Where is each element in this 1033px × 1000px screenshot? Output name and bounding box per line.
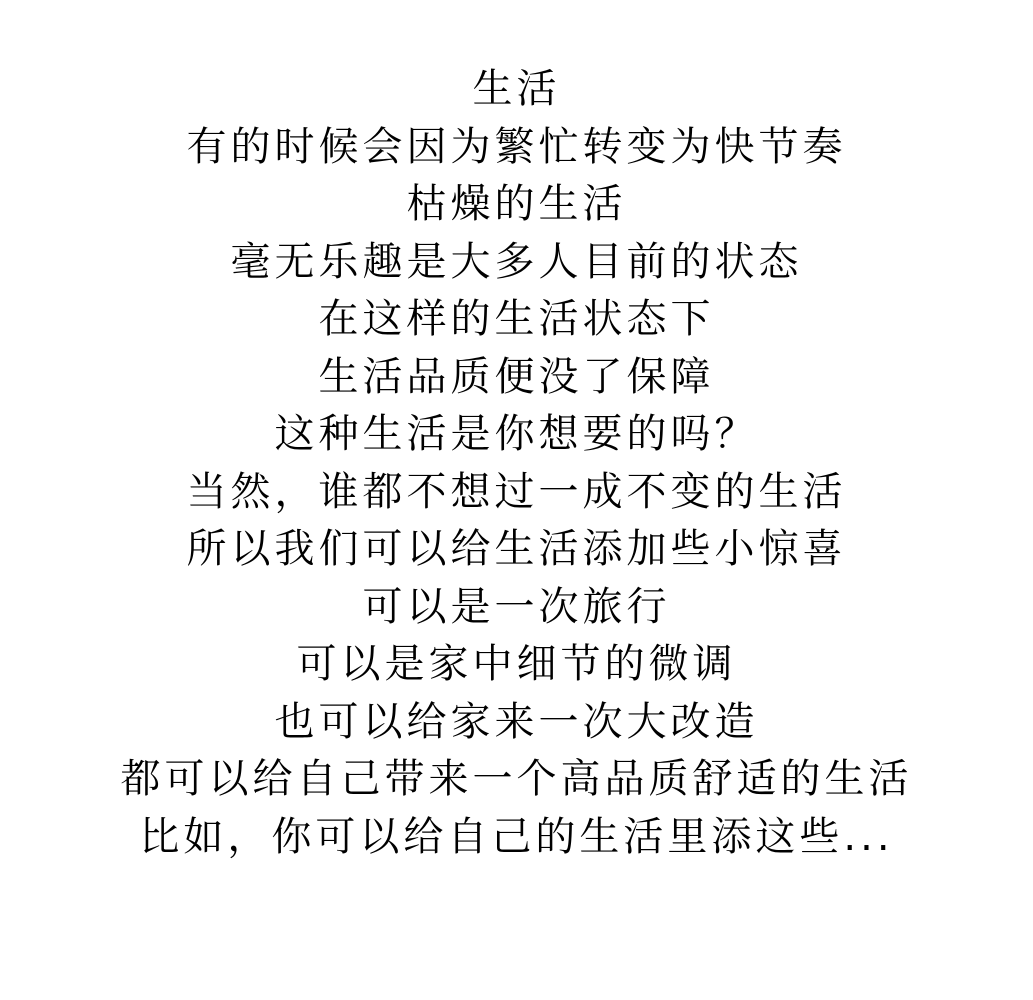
text-line-6: 这种生活是你想要的吗？ bbox=[274, 411, 759, 457]
text-line-5: 生活品质便没了保障 bbox=[318, 353, 715, 400]
text-line-12: 都可以给自己带来一个高品质舒适的生活 bbox=[120, 756, 913, 802]
text-line-4: 在这样的生活状态下 bbox=[318, 296, 715, 342]
text-block bbox=[0, 61, 1033, 866]
text-line-9: 可以是一次旅行 bbox=[362, 583, 671, 630]
text-line-2: 枯燥的生活 bbox=[406, 181, 627, 227]
text-line-13: 比如，你可以给自己的生活里添这些... bbox=[139, 813, 894, 860]
text-line-7: 当然，谁都不想过一成不变的生活 bbox=[186, 468, 847, 515]
text-line-10: 可以是家中细节的微调 bbox=[296, 641, 737, 687]
text-line-11: 也可以给家来一次大改造 bbox=[274, 698, 759, 745]
page-title: 生活 bbox=[472, 66, 561, 112]
text-line-8: 所以我们可以给生活添加些小惊喜 bbox=[186, 526, 847, 572]
text-line-3: 毫无乐趣是大多人目前的状态 bbox=[230, 238, 803, 285]
text-line-1: 有的时候会因为繁忙转变为快节奏 bbox=[186, 123, 847, 170]
